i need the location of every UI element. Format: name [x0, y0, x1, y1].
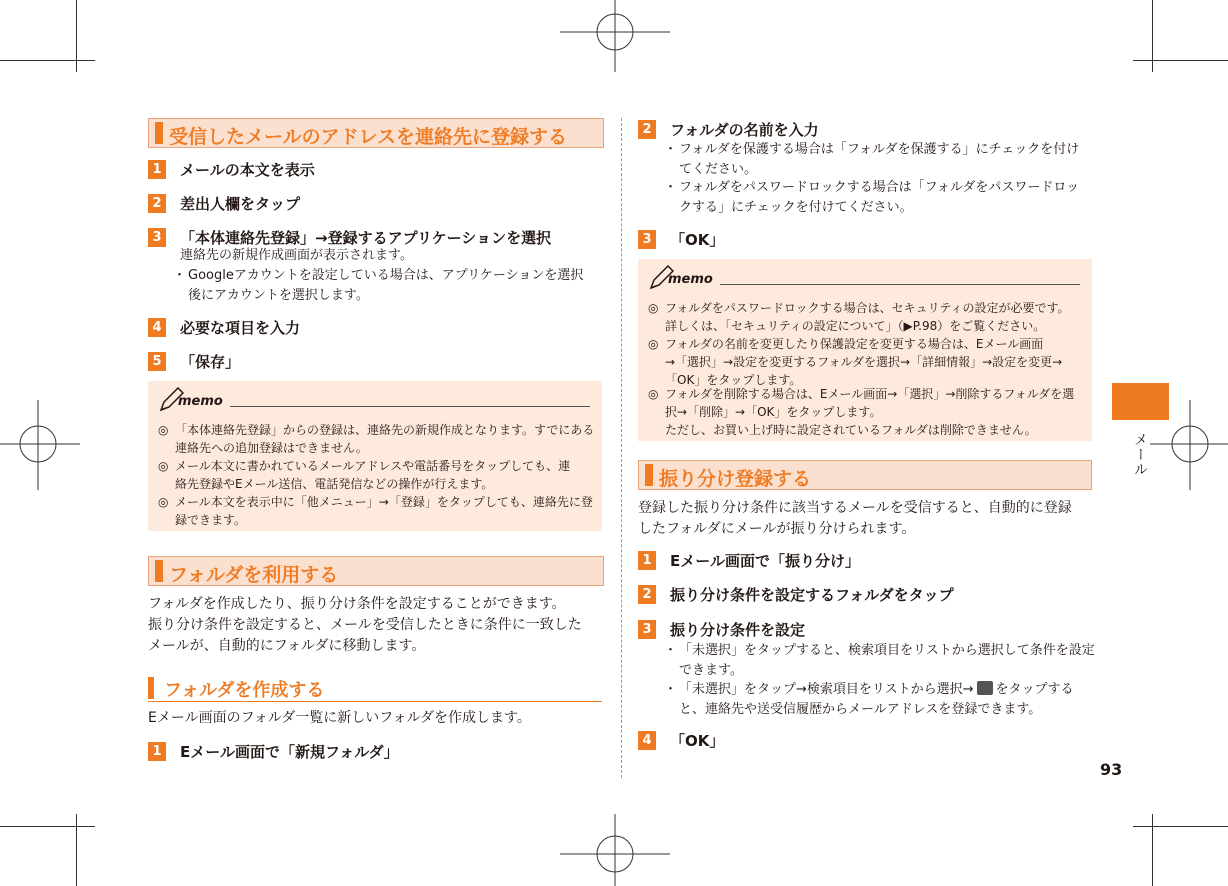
step-text: 「保存」 [180, 353, 241, 371]
bullet-line: 後にアカウントを選択します。 [188, 288, 369, 303]
bullet-line: できます。 [679, 663, 743, 678]
bullet-line: フォルダをパスワードロックする場合は「フォルダをパスワードロッ [679, 180, 1080, 195]
step-number: 3 [148, 228, 166, 247]
section-header-sort-register [638, 460, 1092, 490]
memo-item: ◎ フォルダの名前を変更したり保護設定を変更する場合は、Eメール画面 →「選択」→設定を変更するフォルダを選択→「詳細情報」→設定を変更→ 「OK」をタップします。 [648, 337, 1063, 387]
step-number: 2 [148, 194, 166, 213]
crop-mark [0, 60, 95, 61]
section-title: フォルダを作成する [164, 680, 325, 701]
step-number: 4 [148, 318, 166, 337]
step3-bullet: ・ Googleアカウントを設定している場合は、アプリケーションを選択 後にアカウントを選択します。 [173, 266, 613, 306]
crop-mark [1133, 826, 1228, 827]
chapter-tab [1112, 383, 1169, 420]
bullet-line: と、連絡先や送受信履歴からメールアドレスを登録できます。 [679, 702, 1042, 717]
crop-mark [76, 0, 77, 72]
paragraph: Eメール画面のフォルダ一覧に新しいフォルダを作成します。 [148, 710, 531, 726]
step-text: 振り分け条件を設定するフォルダをタップ [670, 586, 954, 604]
memo-label: memo [178, 394, 223, 409]
memo-line: フォルダをパスワードロックする場合は、セキュリティの設定が必要です。 [665, 301, 1070, 315]
bullet-line: クする」にチェックを付けてください。 [679, 200, 913, 215]
memo-item: ◎ メール本文に書かれているメールアドレスや電話番号をタップしても、連 絡先登録やEメール送信、電話発信などの操作が行えます。 [158, 459, 571, 491]
memo-line: フォルダの名前を変更したり保護設定を変更する場合は、Eメール画面 [665, 337, 1044, 351]
step-number: 5 [148, 352, 166, 371]
memo-line: フォルダを削除する場合は、Eメール画面→「選択」→削除するフォルダを選 [665, 387, 1075, 401]
memo-box [638, 259, 1092, 441]
column-divider [621, 118, 622, 778]
memo-item: ◎ メール本文を表示中に「他メニュー」→「登録」をタップしても、連絡先に登 録できます。 [158, 495, 593, 527]
step-text: Eメール画面で「振り分け」 [670, 552, 860, 570]
section-header-create-folder [148, 676, 602, 702]
step-number: 2 [638, 585, 656, 604]
bullet: ・ フォルダをパスワードロックする場合は「フォルダをパスワードロッ クする」にチェックを付けてください。 [664, 178, 1104, 218]
step-number: 2 [638, 120, 656, 139]
step-text: 振り分け条件を設定 [670, 621, 806, 639]
crop-mark [0, 826, 95, 827]
crop-mark [1152, 814, 1153, 886]
memo-line: 択→「削除」→「OK」をタップします。 [665, 405, 882, 419]
memo-line: メール本文を表示中に「他メニュー」→「登録」をタップしても、連絡先に登 [175, 495, 593, 509]
bullet-text: をタップする [995, 682, 1074, 697]
bullet-line: 「未選択」をタップすると、検索項目をリストから選択して条件を設定 [679, 643, 1095, 658]
step-text: 必要な項目を入力 [180, 319, 301, 337]
step-text: Eメール画面で「新規フォルダ」 [180, 743, 399, 761]
memo-line: 絡先登録やEメール送信、電話発信などの操作が行えます。 [175, 477, 494, 491]
bullet-line: てください。 [679, 162, 758, 177]
crop-mark [1152, 0, 1153, 72]
memo-item: ◎ 「本体連絡先登録」からの登録は、連絡先の新規作成となります。すでにある 連絡先への追加登録はできません。 [158, 423, 595, 455]
paragraph: メールが、自動的にフォルダに移動します。 [148, 638, 426, 654]
memo-line: 「OK」をタップします。 [665, 373, 802, 387]
step-text: 「OK」 [670, 231, 725, 249]
paragraph: フォルダを作成したり、振り分け条件を設定することができます。 [148, 596, 566, 612]
step-text: 差出人欄をタップ [180, 195, 301, 213]
memo-line: 連絡先への追加登録はできません。 [175, 441, 368, 455]
crop-mark [76, 814, 77, 886]
step-number: 3 [638, 620, 656, 639]
crop-mark [1133, 60, 1228, 61]
section-title: フォルダを利用する [169, 564, 339, 586]
page-number: 93 [1100, 760, 1123, 779]
paragraph: したフォルダにメールが振り分けられます。 [638, 521, 916, 537]
step-number: 4 [638, 731, 656, 750]
bullet-text: 「未選択」をタップ→検索項目をリストから選択→ [679, 682, 974, 697]
memo-line: メール本文に書かれているメールアドレスや電話番号をタップしても、連 [175, 459, 571, 473]
memo-line: 録できます。 [175, 513, 247, 527]
memo-label: memo [668, 272, 713, 287]
bullet: ・ フォルダを保護する場合は「フォルダを保護する」にチェックを付け てください。 [664, 140, 1104, 180]
contact-icon [977, 681, 993, 695]
bullet-line: Googleアカウントを設定している場合は、アプリケーションを選択 [188, 268, 584, 283]
section-header-register-contact [148, 118, 604, 148]
bullet-line: フォルダを保護する場合は「フォルダを保護する」にチェックを付け [679, 142, 1080, 157]
bullet: ・ 「未選択」をタップ→検索項目をリストから選択→ をタップする と、連絡先や送受信履歴からメールアドレスを登録できます。 [664, 680, 1104, 720]
memo-line: ただし、お買い上げ時に設定されているフォルダは削除できません。 [665, 423, 1037, 437]
memo-line: →「選択」→設定を変更するフォルダを選択→「詳細情報」→設定を変更→ [665, 355, 1063, 369]
bullet: ・ 「未選択」をタップすると、検索項目をリストから選択して条件を設定 できます。 [664, 641, 1104, 681]
memo-item: ◎ フォルダを削除する場合は、Eメール画面→「選択」→削除するフォルダを選 択→「削除」→「OK」をタップします。 ただし、お買い上げ時に設定されているフォルダは削除できません。 [648, 387, 1075, 437]
step-text: 「本体連絡先登録」→登録するアプリケーションを選択 [180, 229, 552, 247]
chapter-label: メール [1132, 432, 1148, 477]
step-number: 1 [148, 742, 166, 761]
step-text: フォルダの名前を入力 [670, 121, 819, 139]
step-number: 3 [638, 230, 656, 249]
memo-line: 詳しくは、「セキュリティの設定について」（▶P.98）をご覧ください。 [665, 319, 1046, 333]
section-title: 振り分け登録する [659, 468, 812, 490]
registration-mark-bottom [560, 814, 670, 886]
memo-line: 「本体連絡先登録」からの登録は、連絡先の新規作成となります。すでにある [175, 423, 595, 437]
bullet-line [679, 680, 1074, 700]
paragraph: 振り分け条件を設定すると、メールを受信したときに条件に一致した [148, 617, 582, 633]
step3-description: 連絡先の新規作成画面が表示されます。 [180, 248, 413, 263]
step-text: メールの本文を表示 [180, 161, 315, 179]
memo-box [148, 381, 602, 531]
step-text: 「OK」 [670, 732, 725, 750]
memo-item: ◎ フォルダをパスワードロックする場合は、セキュリティの設定が必要です。 詳しくは、「セキュリティの設定について」（▶P.98）をご覧ください。 [648, 301, 1070, 333]
section-title: 受信したメールのアドレスを連絡先に登録する [169, 126, 568, 148]
registration-mark-top [560, 0, 670, 72]
step-number: 1 [638, 551, 656, 570]
registration-mark-left [0, 400, 80, 490]
paragraph: 登録した振り分け条件に該当するメールを受信すると、自動的に登録 [638, 500, 1072, 516]
section-header-use-folder [148, 556, 604, 586]
step-number: 1 [148, 160, 166, 179]
